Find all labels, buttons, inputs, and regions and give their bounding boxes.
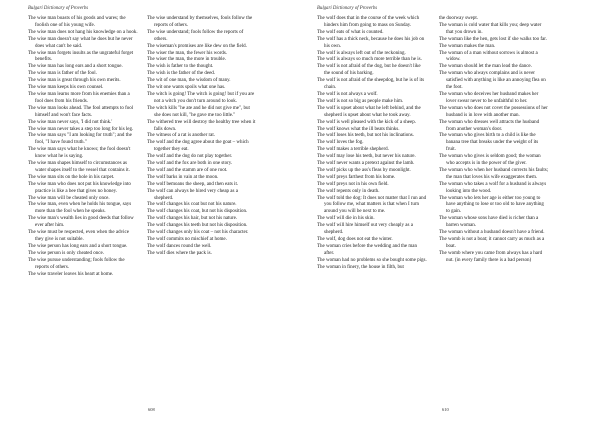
proverb-entry: The wolf makes a terrible shepherd.: [317, 147, 389, 153]
proverb-entry: The wolf knows what the ill beats thinks.: [317, 126, 400, 132]
proverb-entry: The woman who dresses well attracts the husband from another woman's door.: [439, 119, 540, 132]
proverb-entry: The wolf changes his hair, but not his nature.: [147, 216, 238, 222]
proverb-entry: The wise man, even when he holds his tongue, says more than the fool when he speaks.: [28, 202, 132, 215]
proverb-entry: The wise man sits on the hole in his carpet.: [28, 174, 115, 180]
running-head: Bulgari Dictionary of Proverbs: [317, 6, 378, 11]
proverb-entry: The wise man says "I am looking for truth"; and the fool, "I have found truth.": [28, 133, 132, 146]
proverb-entry: The wise must be respected, even when the advice they give is not suitable.: [28, 230, 129, 242]
proverb-entry: The wise person is only cheated once.: [28, 250, 104, 256]
proverb-entry: The wolf preys not in his own field.: [317, 181, 389, 187]
proverb-entry: The woman who gives birth to a child is like the banana tree that breaks under the weight of its fruit.: [439, 133, 539, 153]
proverb-entry: The woman is cold water that kills you; deep water that you drown in.: [439, 22, 542, 35]
proverb-entry: The woman who does not covet the possessions of her husband is in love with another man.: [439, 105, 548, 118]
proverb-entry: The woman who deceives her husband makes her lover swear never to be unfaithful to her.: [439, 91, 539, 104]
proverb-entry: The wolf is always left out of the reckoning.: [317, 50, 406, 56]
right-column-2: [439, 16, 549, 265]
proverb-entry: the doorway swept.: [439, 16, 479, 21]
proverb-entry: The wolf loves the fog.: [317, 140, 364, 146]
proverb-entry: The wolf bemoans the sheep, and then eats it.: [147, 181, 239, 187]
proverb-entry: The wolf and the dog do not play together.: [147, 154, 233, 160]
proverb-entry: The wiseman's promises are like dew on the field.: [147, 43, 247, 49]
proverb-entry: The wise man's wealth lies in good deeds that follow ever after him.: [28, 216, 134, 229]
proverb-entry: The woman whose sons have died is richer than a barren woman.: [439, 216, 539, 229]
proverb-entry: The wolf may lose his teeth, but never his nature.: [317, 154, 416, 160]
proverb-entry: The wolf and the stamm are of one root.: [147, 167, 228, 173]
proverb-entry: The wolf changes his teeth but not his disposition.: [147, 223, 248, 229]
proverb-entry: The wolf does that in the course of the week which hinders him from going to mass on Sunday.: [317, 16, 420, 28]
right-page: [300, 0, 600, 424]
proverb-entry: The womb where you came from always has a hard nut. (in every family there is a bad person): [439, 250, 543, 263]
proverb-entry: The wolf picks up the ass's fleas by moonlight.: [317, 167, 411, 173]
proverb-entry: The wolf is well pleased with the kick of a sheep.: [317, 119, 416, 125]
proverb-entry: The wolf dances round the well.: [147, 243, 212, 249]
proverb-entry: The wolf changes his coat, but not his disposition.: [147, 209, 248, 215]
proverb-entry: The wolf repents only in death.: [317, 188, 380, 194]
proverb-entry: The wise understand by themselves, fools follow the reports of others.: [147, 16, 253, 28]
proverb-entry: The wolf is not always a wolf.: [317, 91, 378, 97]
proverb-entry: The wise man does not hang his knowledge on a hook.: [28, 29, 138, 35]
proverb-entry: The wise man is father of the fool.: [28, 71, 97, 77]
proverb-entry: The woman without a husband doesn't have a friend.: [439, 230, 545, 236]
page-number: 610: [442, 407, 449, 412]
proverb-entry: The wise man boasts of his goods and wares; the foolish one of his young wife.: [28, 16, 126, 28]
proverb-entry: The wolf loses his teeth, but not his inclinations.: [317, 133, 414, 139]
proverb-entry: The wish is the father of the deed.: [147, 71, 216, 77]
proverb-entry: The wolf and the fox are both in one story.: [147, 161, 233, 167]
proverb-entry: The wise man has long ears and a short tongue.: [28, 64, 123, 70]
proverb-entry: The woman should let the man lead the dance.: [439, 64, 532, 70]
left-column-2: [147, 16, 257, 258]
proverb-entry: The wolf never wants a pretext against the lamb.: [317, 161, 415, 167]
proverb-entry: The wit one wants spoils what one has.: [147, 85, 226, 91]
proverb-entry: The wolf preys farthest from his home.: [317, 174, 396, 180]
proverb-entry: The wolf changes his coat but not his nature.: [147, 202, 237, 208]
proverb-entry: The wiser the man, the more in trouble.: [147, 57, 227, 63]
proverb-entry: The wolf dies where the pack is.: [147, 250, 212, 256]
proverb-entry: The wolf is upset about what he left behind, and the shepherd is upset about what he took away.: [317, 105, 421, 118]
proverb-entry: The wise man forgets insults as the ungrateful forget benefits.: [28, 50, 134, 63]
proverb-entry: The wiser the man, the fewer his words.: [147, 50, 228, 56]
proverb-entry: The wise understand; fools follow the reports of others.: [147, 29, 244, 42]
proverb-entry: The wise man doesn't say what he does but he never does what can't be said.: [28, 36, 133, 49]
proverb-entry: The wise man never takes a step too long for his leg.: [28, 126, 134, 132]
proverb-entry: The witch kills "he ate and he did not give me", but she does not kill, "he gave me too little.": [147, 105, 250, 118]
proverb-entry: The womb is not a boat; it cannot carry as much as a boat.: [439, 237, 545, 249]
proverb-entry: The wolf will hire himself out very cheaply as a shepherd.: [317, 223, 413, 236]
proverb-entry: The wolf is not afraid of the sheepdog, but he is of its chain.: [317, 78, 425, 91]
right-column-1: [317, 16, 427, 272]
proverb-entry: The witness of a rat is another rat.: [147, 133, 216, 139]
proverb-entry: The woman in finery, the house in filth, but: [317, 264, 404, 270]
proverb-entry: The woman like the hen, gets lost if she walks too far.: [439, 36, 547, 42]
proverb-entry: The wise man is great through his own merits.: [28, 78, 121, 84]
running-head: Bulgari Dictionary of Proverbs: [28, 6, 89, 11]
proverb-entry: The wise man looks ahead. The fool attempts to fool himself and won't face facts.: [28, 105, 134, 118]
proverb-entry: The wolf commits no mischief at home.: [147, 237, 227, 242]
proverb-entry: The wolf, dog does not eat the winter.: [317, 237, 393, 242]
proverb-entry: The woman cries before the wedding and the man after.: [317, 243, 417, 256]
proverb-entry: The woman who takes a wolf for a husband is always looking into the wood.: [439, 181, 547, 194]
left-column-1: [28, 16, 138, 278]
proverb-entry: The woman makes the man.: [439, 43, 496, 49]
proverb-entry: The wise man says what he knows; the fool doesn't know what he is saying.: [28, 147, 131, 160]
proverb-entry: The wolf can always be hired very cheap as a shepherd.: [147, 188, 238, 201]
proverb-entry: The withered tree will destroy the healthy tree when it falls down.: [147, 119, 256, 132]
proverb-entry: The woman who always complains and is never satisfied with anything is like an annoying flea on the foot.: [439, 71, 546, 91]
proverb-entry: The woman of a man without sorrows is almost a widow.: [439, 50, 538, 63]
proverb-entry: The wise man keeps his own counsel.: [28, 85, 104, 91]
proverb-entry: The wise man will be cheated only once.: [28, 195, 110, 201]
proverb-entry: The wise traveler leaves his heart at home.: [28, 271, 114, 277]
proverb-entry: The wolf has a thick neck, because he does his job on his own.: [317, 36, 425, 49]
proverb-entry: The wolf and the dog agree about the goat – which together they eat.: [147, 140, 249, 153]
proverb-entry: The wise man who does not put his knowledge into practice is like a bee that gives no honey.: [28, 181, 131, 194]
proverb-entry: The wish is father to the thought.: [147, 64, 214, 70]
proverb-entry: The woman had no problems so she bought some pigs.: [317, 257, 427, 263]
proverb-entry: The wolf told the dog: It does not matter that I run and you follow me, what matters is that when I turn around you will be next to me.: [317, 195, 427, 215]
proverb-entry: The wise pursue understanding; fools follow the reports of others.: [28, 257, 125, 270]
page-number: 608: [148, 407, 155, 412]
proverb-entry: The wise person has long ears and a short tongue.: [28, 243, 128, 249]
proverb-entry: The wolf changes only his coat – not his character.: [147, 230, 249, 236]
proverb-entry: The wolf eats of what is counted.: [317, 29, 384, 35]
proverb-entry: The wolf will die in his skin.: [317, 216, 375, 222]
proverb-entry: The wit of one man, the wisdom of many.: [147, 78, 231, 84]
proverb-entry: The wolf is not so big as people make him.: [317, 98, 404, 104]
proverb-entry: The woman who gives is seldom good; the woman who accepts is in the power of the giver.: [439, 154, 541, 167]
proverb-entry: The woman who when her husband corrects his faults; the man that loves his wife exaggerates them.: [439, 167, 549, 180]
proverb-entry: The wolf barks in vain at the moon.: [147, 174, 219, 180]
proverb-entry: The wise man shapes himself to circumstances as water shapes itself to the vessel that contains it.: [28, 161, 130, 173]
proverb-entry: The wise man never says, 'I did not think.': [28, 119, 113, 125]
proverb-entry: The wolf is not afraid of the dog, but he doesn't like the sound of his barking.: [317, 64, 421, 77]
proverb-entry: The woman who lets her age is either too young to have anything to lose or too old to have anything to gain.: [439, 195, 544, 215]
proverb-entry: The wolf is always so much more terrible than he is.: [317, 57, 422, 63]
proverb-entry: The wise man learns more from his enemies than a fool does from his friends.: [28, 91, 130, 104]
proverb-entry: The witch is going! The witch is going! but if you are not a witch you don't turn around to look.: [147, 91, 255, 104]
